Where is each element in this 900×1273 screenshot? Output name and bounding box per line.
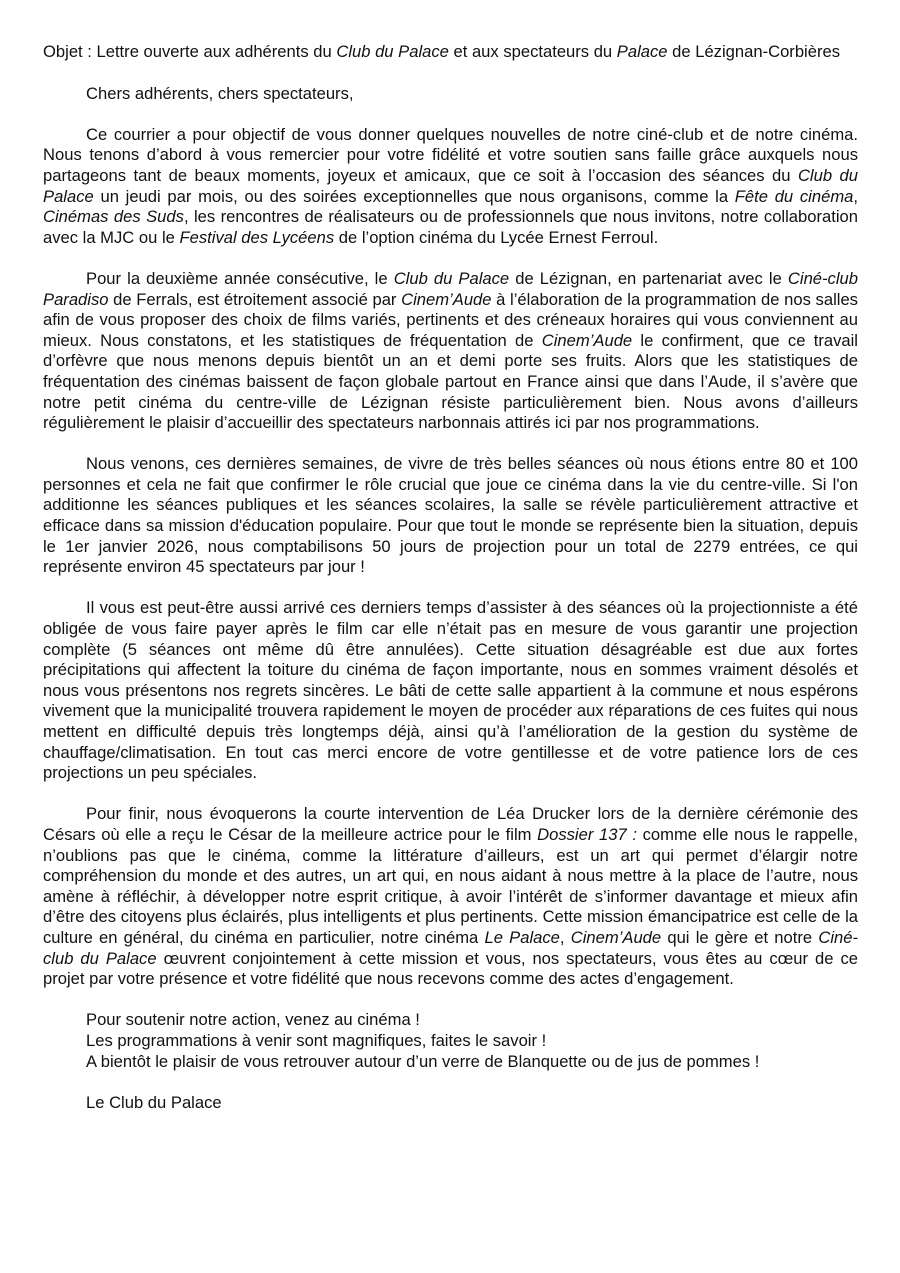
text-run: comme elle nous le rappelle, n’oublions pas que le cinéma, comme la littérature d’ailleurs, est un art qui permet d’élargir notre compréhension du monde et des autres, un art qui, en nous aidant à nous mettre à la place de l’autre, nous amène à réfléchir, à développer notre esprit critique, à avoir l’intérêt de s’informer davantage et mieux afin d’être des citoyens plus éclairés, plus intelligents et plus pertinents. Cette mission émancipatrice est celle de la culture en général, du cinéma en particulier, notre cinéma [43, 824, 858, 947]
text-run: qui le gère et notre [661, 927, 819, 947]
italic-text: Fête du cinéma [734, 186, 854, 206]
text-run: Ce courrier a pour objectif de vous donner quelques nouvelles de notre ciné-club et de notre cinéma. Nous tenons d’abord à vous remercier pour votre fidélité et votre soutien sans faille grâce auxquels nous partageons tant de beaux moments, joyeux et amicaux, que ce soit à l’occasion des séances du [43, 124, 858, 185]
text-run: œuvrent conjointement à cette mission et vous, nos spectateurs, vous êtes au cœur de ce projet par votre présence et votre fidélité que nous recevons comme des actes d’engagement. [43, 948, 858, 989]
text-run: et aux spectateurs du [448, 42, 617, 61]
letter-paragraph-1 [43, 125, 858, 249]
text-run: , [559, 927, 571, 947]
letter-salutation: Chers adhérents, chers spectateurs, [86, 83, 354, 103]
text-run: de Ferrals, est étroitement associé par [108, 289, 402, 309]
letter-paragraph-4 [43, 598, 858, 783]
italic-text: Le Palace [484, 927, 560, 947]
italic-text: Club du Palace [43, 165, 858, 206]
italic-text: Dossier 137 : [537, 824, 637, 844]
text-run: de Lézignan-Corbières [667, 42, 841, 61]
letter-paragraph-2 [43, 269, 858, 434]
letter-page [43, 42, 858, 1113]
text-run: le confirment, que ce travail d’orfèvre que nous menons depuis bientôt un an et demi porte ses fruits. Alors que les statistiques de fréquentation des cinémas baissent de façon globale partout en France ainsi que dans l’Aude, il s’avère que notre petit cinéma du centre-ville de Lézignan résiste particulièrement bien. Nous avons d’ailleurs régulièrement le plaisir d’accueillir des spectateurs narbonnais attirés ici par nos programmations. [43, 330, 858, 433]
text-run: un jeudi par mois, ou des soirées exceptionnelles que nous organisons, comme la [93, 186, 735, 206]
letter-closing [43, 1010, 858, 1072]
italic-text: Club du Palace [393, 268, 510, 288]
text-run: Pour la deuxième année consécutive, le [86, 268, 394, 288]
italic-text: Cinem’Aude [570, 927, 662, 947]
italic-text: Festival des Lycéens [179, 227, 335, 247]
italic-text: Ciné-club Paradiso [43, 268, 859, 309]
text-run: Il vous est peut-être aussi arrivé ces derniers temps d’assister à des séances où la projectionniste a été obligée de vous faire payer après le film car elle n’était pas en mesure de vous garantir une projection complète (5 séances ont même dû être annulées). Cette situation désagréable est due aux fortes précipitations qui affectent la toiture du cinéma de façon importante, nous en sommes vraiment désolés et nous vous présentons nos regrets sincères. Le bâti de cette salle appartient à la commune et nous espérons vivement que la municipalité trouvera rapidement le moyen de procéder aux réparations de ces fuites qui nous mettent en difficulté depuis très longtemps déjà, ainsi qu’à l’amélioration de la gestion du système de chauffage/climatisation. En tout cas merci encore de votre gentillesse et de votre patience lors de ces projections un peu spéciales. [43, 598, 858, 783]
italic-text: Palace [616, 42, 668, 61]
italic-text: Cinem’Aude [541, 330, 633, 350]
italic-text: Cinem’Aude [401, 289, 492, 309]
letter-subject [43, 42, 858, 63]
italic-text: Club du Palace [336, 42, 449, 61]
letter-paragraph-3 [43, 454, 858, 578]
text-run: Objet : Lettre ouverte aux adhérents du [43, 42, 337, 61]
text-run: de Lézignan, en partenariat avec le [509, 268, 788, 288]
text-run: , [853, 186, 858, 206]
text-run: à l’élaboration de la programmation de nos salles afin de vous proposer des choix de films variés, pertinents et des créneaux horaires qui vous conviennent au mieux. Nous constatons, et les statistiques de fréquentation de [43, 289, 858, 350]
text-run: de l’option cinéma du Lycée Ernest Ferroul. [334, 227, 659, 247]
closing-line-2: Les programmations à venir sont magnifiques, faites le savoir ! [86, 1030, 547, 1050]
italic-text: Cinémas des Suds [43, 207, 184, 227]
letter-signature: Le Club du Palace [86, 1092, 222, 1112]
text-run: , les rencontres de réalisateurs ou de professionnels que nous invitons, notre collaboration avec la MJC ou le [43, 207, 858, 247]
closing-line-1: Pour soutenir notre action, venez au cinéma ! [86, 1010, 420, 1030]
text-run: Pour finir, nous évoquerons la courte intervention de Léa Drucker lors de la dernière cérémonie des Césars où elle a reçu le César de la meilleure actrice pour le film [43, 804, 858, 844]
letter-paragraph-5 [43, 804, 858, 989]
italic-text: Ciné-club du Palace [43, 927, 859, 968]
closing-line-3: A bientôt le plaisir de vous retrouver autour d’un verre de Blanquette ou de jus de pommes ! [86, 1051, 760, 1071]
text-run: Nous venons, ces dernières semaines, de vivre de très belles séances où nous étions entre 80 et 100 personnes et cela ne fait que confirmer le rôle crucial que joue ce cinéma dans la vie du centre-ville. Si l'on additionne les séances publiques et les séances scolaires, la salle se révèle particulièrement attractive et efficace dans sa mission d'éducation populaire. Pour que tout le monde se représente bien la situation, depuis le 1er janvier 2026, nous comptabilisons 50 jours de projection pour un total de 2279 entrées, ce qui représente environ 45 spectateurs par jour ! [43, 454, 858, 577]
